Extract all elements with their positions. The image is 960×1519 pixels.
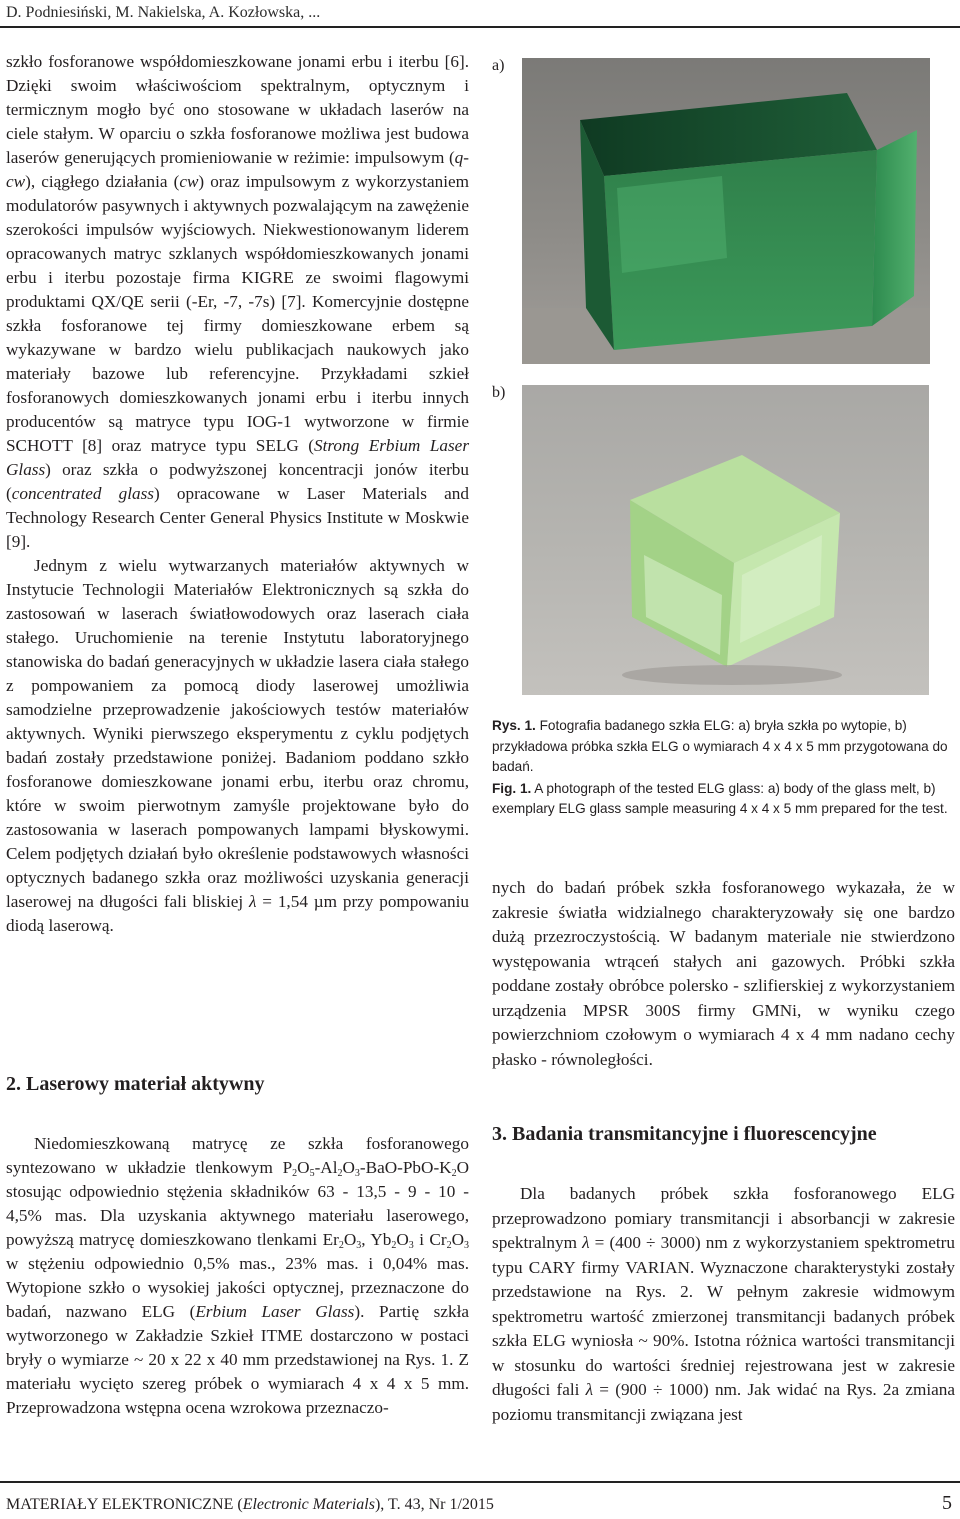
glass-sample-illustration xyxy=(522,385,929,695)
glass-block-illustration xyxy=(522,58,930,364)
header-authors: D. Podniesiński, M. Nakielska, A. Kozłowska, ... xyxy=(6,4,321,21)
right-column xyxy=(492,876,955,1072)
figure-caption xyxy=(492,716,957,821)
photo-glass-sample xyxy=(522,385,929,695)
header-divider xyxy=(0,26,960,28)
page-number: 5 xyxy=(942,1492,952,1514)
section-2-title: 2. Laserowy materiał aktywny xyxy=(6,1073,265,1095)
paragraph-itme: Jednym z wielu wytwarzanych materiałów aktywnych w Instytucie Technologii Materiałów Elektronicznych są szkła do zastosowań w laserach światłowodowych oraz laserach ciała stałego. Uruchomienie na terenie Instytutu laboratoryjnego stanowiska do badań generacyjnych w układzie lasera ciała stałego z pompowaniem za pomocą diody laserowej umożliwia samodzielne przeprowadzenie jakościowych testów materiałów aktywnych. Wyniki pierwszego eksperymentu z cyklu podjętych badań zostały przedstawione poniżej. Badaniom poddano szkło fosforanowe domieszkowane jonami erbu, iterbu oraz chromu, które w swoim pierwotnym zamyśle projektowane było do zastosowania w laserach pompowanych lampami błyskowymi. Celem podjętych działań było określenie podstawowych własności optycznych badanego szkła oraz możliwości uzyskania generacji laserowej na długości fali bliskiej λ = 1,54 µm przy pompowaniu diodą laserową. xyxy=(6,556,469,935)
photo-glass-melt-body xyxy=(522,58,930,364)
section-3-title: 3. Badania transmitancyjne i fluorescencyjne xyxy=(492,1123,877,1145)
footer-divider xyxy=(0,1481,960,1483)
journal-footer: MATERIAŁY ELEKTRONICZNE (Electronic Materials), T. 43, Nr 1/2015 xyxy=(6,1496,494,1513)
figure-label-a: a) xyxy=(492,57,505,74)
section-2-heading-wrap xyxy=(6,1071,469,1097)
caption-polish: Rys. 1. Fotografia badanego szkła ELG: a) bryła szkła po wytopie, b) przykładowa próbka szkła ELG o wymiarach 4 x 4 x 5 mm przygotowana do badań. xyxy=(492,718,948,774)
paragraph-visual-inspection: nych do badań próbek szkła fosforanowego wykazała, że w zakresie światła widzialnego charakteryzowały się one bardzo dużą przezroczystością. W badanym materiale nie stwierdzono występowania wtrąceń stałych ani gazowych. Próbki szkła poddane zostały obróbce polersko - szlifierskiej z wykorzystaniem urządzenia MPSR 300S firmy GMNi, w wyniku czego powierzchniom czołowym o wymiarach 4 x 4 mm nadano cechy płasko - równoległości. xyxy=(492,878,955,1069)
paragraph-transmittance: Dla badanych próbek szkła fosforanowego ELG przeprowadzono pomiary transmitancji i absorbancji w zakresie spektralnym λ = (400 ÷ 3000) nm z wykorzystaniem spektrometru typu CARY firmy VARIAN. Wyznaczone charakterystyki zostały przedstawione na Rys. 2. W pełnym zakresie widmowym spektrometru wartość zmierzonej transmitancji badanych próbek szkła ELG wyniosła ~ 90%. Istotna różnica wartości transmitancji w stosunku do wartości średniej rejestrowana jest w zakresie długości fali λ = (900 ÷ 1000) nm. Jak widać na Rys. 2a zmiana poziomu transmitancji związana jest xyxy=(492,1184,955,1424)
paragraph-intro: szkło fosforanowe współdomieszkowane jonami erbu i iterbu [6]. Dzięki swoim właściwościom spektralnym, optycznym i termicznym mogło być ono stosowane w układach laserów na ciele stałym. W oparciu o szkła fosforanowe możliwa jest budowa laserów generujących promieniowanie w reżimie: impulsowym (q-cw), ciągłego działania (cw) oraz impulsowym z wykorzystaniem modulatorów pasywnych i aktywnych pozwalającym na zawężenie szerokości impulsów wyjściowych. Niekwestionowanym liderem opracowanych matryc szklanych współdomieszkowanych jonami erbu i iterbu pozostaje firma KIGRE ze swoimi flagowymi produktami QX/QE serii (-Er, -7, -7s) [7]. Komercyjnie dostępne szkła fosforanowe tej firmy domieszkowane erbem są wykazywane w bardzo wielu publikacjach naukowych jako materiały bazowe lub referencyjne. Przykładami szkieł fosforanowych domieszkowanych jonami erbu i iterbu innych producentów są matryce typu IOG-1 wytworzone w firmie SCHOTT [8] oraz matryce typu SELG (Strong Erbium Laser Glass) oraz szkła o podwyższonej koncentracji jonów iterbu (concentrated glass) opracowane w Laser Materials and Technology Research Center General Physics Institute w Moskwie [9]. xyxy=(6,52,470,551)
caption-english: Fig. 1. A photograph of the tested ELG glass: a) body of the glass melt, b) exemplary ELG glass sample measuring 4 x 4 x 5 mm prepared for the test. xyxy=(492,780,948,816)
left-column xyxy=(6,50,469,938)
section-3-heading-wrap xyxy=(492,1121,955,1147)
running-header xyxy=(6,2,954,28)
paragraph-synthesis: Niedomieszkowaną matrycę ze szkła fosforanowego syntezowano w układzie tlenkowym $P_2O_5-Al_2O_3-BaO-PbO-K_2O$ stosując odpowiednio stężenia składników 63 - 13,5 - 9 - 10 - 4,5% mas. Dla uzyskania aktywnego materiału laserowego, powyższą matrycę domieszkowano tlenkami $Er_2O_3$, $Yb_2O_3$ i $Cr_2O_3$ w stężeniu odpowiednio 0,5% mas., 23% mas. i 0,04% mas. Wytopione szkło o wysokiej jakości optycznej, przeznaczone do badań, nazwano ELG (Erbium Laser Glass). Partię szkła wytworzonego w Zakładzie Szkieł ITME dostarczono w postaci bryły o wymiarze ~ 20 x 22 x 40 mm przedstawionej na Rys. 1. Z materiału wycięto szereg próbek o wymiarach 4 x 4 x 5 mm. Przeprowadzona wstępna ocena wzrokowa przeznaczo- xyxy=(6,1134,470,1417)
section-2-body xyxy=(6,1132,469,1420)
figure-label-b: b) xyxy=(492,384,506,401)
section-3-body xyxy=(492,1182,955,1427)
